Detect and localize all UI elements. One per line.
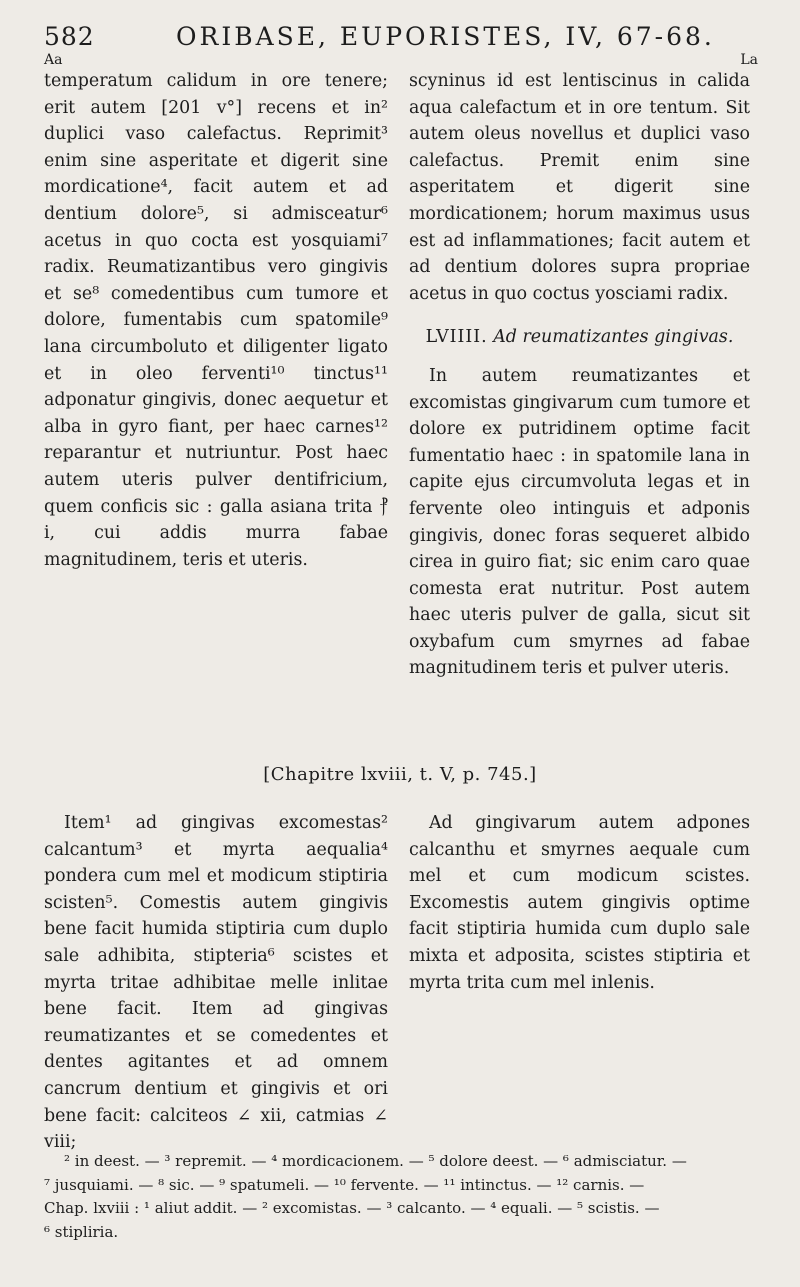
footnote-line: ² in deest. — ³ repremit. — ⁴ mordicacionem. — ⁵ dolore deest. — ⁶ admisciatur. — <box>64 1152 687 1170</box>
section1-left-column <box>44 68 388 573</box>
section2-left-column <box>44 810 388 1156</box>
footnote-line: Chap. lxviii : ¹ aliut addit. — ² excomistas. — ³ calcanto. — ⁴ equali. — ⁵ scistis. — <box>44 1199 660 1218</box>
section1-left-text: temperatum calidum in ore tenere; erit autem [201 v°] recens et in² duplici vaso calefactus. Reprimit³ enim sine asperitate et digerit sine mordicatione⁴, facit autem et ad dentium dolore⁵, si admisceatur⁶ acetus in quo cocta est yosquiami⁷ radix. Reumatizantibus vero gingivis et se⁸ comedentibus cum tumore et dolore, fumentabis cum spatomile⁹ lana circumboluto et diligenter ligato et in oleo ferventi¹⁰ tinctus¹¹ adponatur gingivis, donec aequetur et alba in gyro fiant, per haec carnes¹² reparantur et nutriuntur. Post haec autem uteris pulver dentifricium, quem conficis sic : galla asiana trita ⳨ i, cui addis murra fabae magnitudinem, teris et uteris. <box>44 71 388 570</box>
running-title: ORIBASE, EUPORISTES, IV, 67-68. <box>176 22 715 51</box>
section2-right-text: Ad gingivarum autem adpones calcanthu et smyrnes aequale cum mel et cum modicum scistes. Excomestis autem gingivis optime facit stiptiria humida cum duplo sale mixta et adposita, scistes stiptiria et myrta trita cum mel inlenis. <box>409 813 750 993</box>
heading-title: Ad reumatizantes gingivas. <box>493 327 734 348</box>
footnote-line: ⁶ stipliria. <box>44 1222 119 1241</box>
section1-right-text-1: scyninus id est lentiscinus in calida aqua calefactum et in ore tentum. Sit autem oleus novellus et duplici vaso calefactus. Premit enim sine asperitatem et digerit sine mordicationem; horum maximus usus est ad inflammationes; facit autem et ad dentium dolores supra propriae acetus in quo coctus yosciami radix. <box>409 71 750 304</box>
section2-right-column <box>409 810 750 996</box>
section1-right-text-2: In autem reumatizantes et excomistas gingivarum cum tumore et dolore ex putridinem optime facit fumentatio haec : in spatomile lana in capite ejus circumvoluta legas et in fervente oleo intinguis et adponis gingivis, donec foras sequeret albido cirea in guiro fiat; sic enim caro quae comesta erat nutritur. Post autem haec uteris pulver de galla, sicut sit oxybafum cum smyrnes ad fabae magnitudinem teris et pulver uteris. <box>409 365 750 679</box>
footnote-line: ⁷ jusquiami. — ⁸ sic. — ⁹ spatumeli. — ¹⁰ fervente. — ¹¹ intinctus. — ¹² carnis. — <box>44 1175 645 1194</box>
section-heading <box>409 324 750 351</box>
column-marker-right: La <box>740 52 758 68</box>
section2-left-text: Item¹ ad gingivas excomestas² calcantum³ et myrta aequalia⁴ pondera cum mel et modicum stiptiria scisten⁵. Comestis autem gingivis bene facit humida stiptiria cum duplo sale adhibita, stipteria⁶ scistes et myrta tritae adhibitae melle inlitae bene facit. Item ad gingivas reumatizantes et se comedentes et dentes agitantes et ad omnem cancrum dentium et gingivis et ori bene facit: calciteos ∠ xii, catmias ∠ viii; <box>44 813 388 1153</box>
footnotes <box>44 1150 750 1244</box>
chapter-heading: [Chapitre lxviii, t. V, p. 745.] <box>263 764 537 785</box>
page-number: 582 <box>44 22 95 51</box>
heading-number: LVIIII. <box>425 327 488 348</box>
column-marker-left: Aa <box>44 52 63 68</box>
section1-right-column <box>409 68 750 682</box>
